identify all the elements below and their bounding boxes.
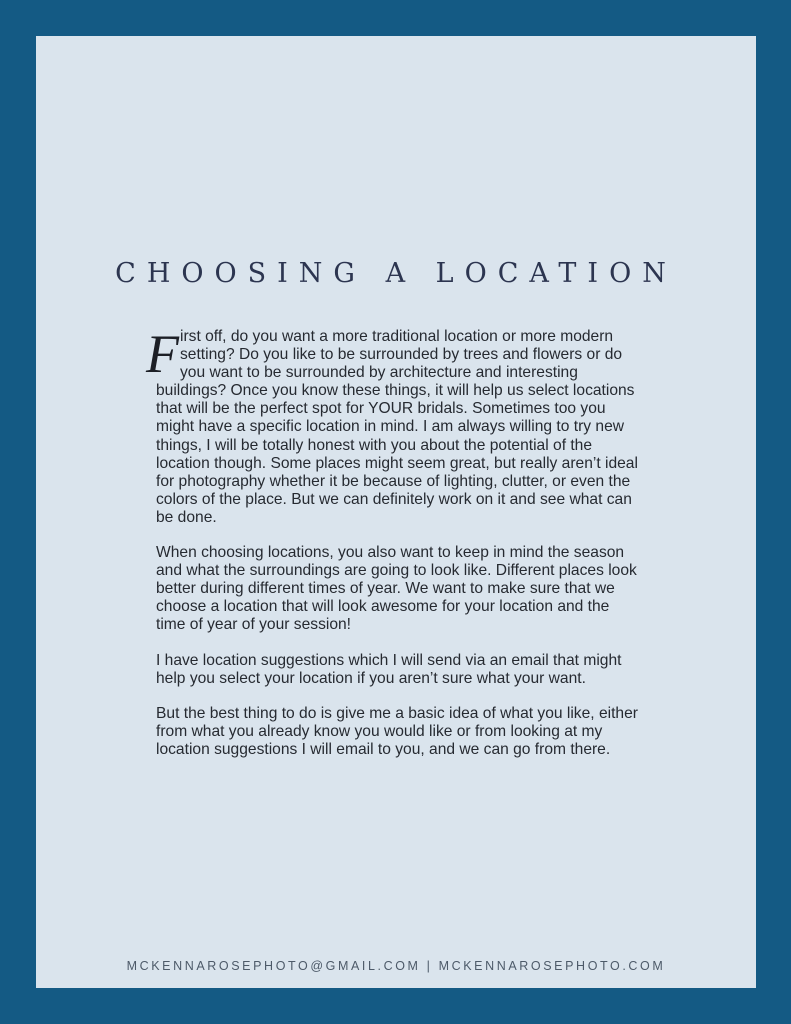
footer <box>36 959 756 973</box>
intro-paragraph <box>146 324 641 527</box>
body-text <box>146 324 641 776</box>
intro-text: irst off, do you want a more traditional location or more modern setting? Do you like to be surrounded by trees and flowers or do you want to be surrounded by architecture and interesting buildings? Once you know these things, it will help us select locations that will be the perfect spot for YOUR bridals. Sometimes too you might have a specific location in mind. I am always willing to try new things, I will be totally honest with you about the potential of the location though. Some places might seem great, but really aren’t ideal for photography whether it be because of lighting, clutter, or even the colors of the place. But we can definitely work on it and see what can be done. <box>156 328 638 526</box>
paragraph-closing: But the best thing to do is give me a basic idea of what you like, either from what you already know you would like or from looking at my location suggestions I will email to you, and we can go from there. <box>156 704 638 758</box>
page-title: CHOOSING A LOCATION <box>115 258 677 289</box>
footer-separator: | <box>426 959 433 973</box>
footer-website[interactable]: MCKENNAROSEPHOTO.COM <box>438 959 666 973</box>
page-panel <box>36 36 756 988</box>
paragraph-suggestions: I have location suggestions which I will send via an email that might help you select your location if you aren’t sure what your want. <box>156 651 622 687</box>
drop-cap: F <box>146 324 179 384</box>
footer-email[interactable]: MCKENNAROSEPHOTO@GMAIL.COM <box>126 959 421 973</box>
paragraph-season: When choosing locations, you also want to keep in mind the season and what the surroundings are going to look like. Different places look better during different times of year. We want to make sure that we choose a location that will look awesome for your location and the time of year of your session! <box>156 544 637 634</box>
